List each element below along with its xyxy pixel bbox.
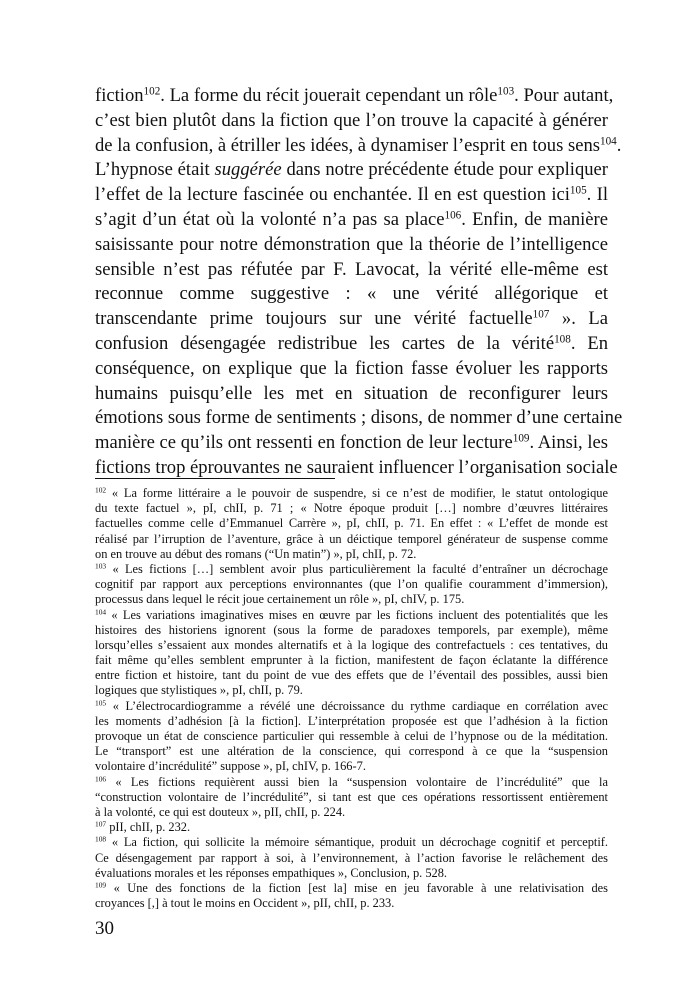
body-line: [95, 431, 608, 456]
text-segment: conséquence, on explique que la fiction fasse évoluer les rapports: [95, 357, 608, 379]
footnote-ref: 105: [569, 184, 587, 197]
footnote-line: [95, 592, 608, 607]
text-segment: à la volonté, ce qui est douteux », pII, chII, p. 224.: [95, 804, 346, 819]
footnote-line: [95, 501, 608, 516]
text-segment: . Ainsi, les: [529, 432, 608, 454]
text-segment: « Une des fonctions de la fiction [est la] mise en jeu favorable à une relativisation des: [106, 880, 608, 895]
footnote-line: [95, 775, 608, 790]
text-segment: humains puisqu’elle les met en situation de reconfigurer leurs: [95, 382, 608, 404]
footnote-line: [95, 486, 608, 501]
text-segment: histoires des historiens ignorent (sous la forme de paradoxes temporels, par exemple), même: [95, 622, 608, 637]
page-number: 30: [95, 918, 114, 939]
footnote-ref: 106: [95, 774, 107, 784]
text-segment: émotions sous forme de sentiments ; disons, de nommer d’une certaine: [95, 407, 623, 429]
text-segment: entre fiction et histoire, tant du point de vue des effets que de l’éventail des possibles, aussi bien: [95, 668, 608, 683]
body-line: [95, 357, 608, 382]
footnote-ref: 106: [444, 209, 462, 222]
footnote-line: [95, 881, 608, 896]
text-segment: transcendante prime toujours sur une vérité factuelle: [95, 308, 533, 330]
text-segment: « Les variations imaginatives mises en œuvre par les fictions incluent des potentialités que les: [106, 607, 608, 622]
text-segment: « La fiction, qui sollicite la mémoire sémantique, produit un décrochage cognitif et perceptif.: [106, 835, 608, 850]
text-segment: “construction volontaire de l’incrédulité”, si tant est que ces opérations ressortissent entièrement: [95, 789, 608, 804]
footnote-ref: 104: [95, 607, 107, 617]
footnote-line: [95, 714, 608, 729]
footnote-ref: 102: [143, 85, 161, 98]
footnote-ref: 107: [532, 308, 550, 321]
footnote-line: [95, 577, 608, 592]
text-segment: provoque un état de conscience particulier qui ressemble à celui de l’hypnose ou de la méditation.: [95, 729, 608, 743]
text-segment: pII, chII, p. 232.: [106, 820, 191, 835]
text-segment: « La forme littéraire a le pouvoir de suspendre, si ce n’est de modifier, le statut ontologique: [106, 486, 608, 500]
text-segment: cognitif par rapport aux perceptions environnantes (que l’on qualifie couramment d’immersion),: [95, 577, 608, 592]
body-line: [95, 258, 608, 283]
body-line: [95, 307, 608, 332]
text-segment: sensible n’est pas réfutée par F. Lavocat, la vérité elle-même est: [95, 258, 608, 280]
footnote-line: [95, 851, 608, 866]
footnote-line: [95, 653, 608, 668]
text-segment: évaluations morales et les réponses empathiques », Conclusion, p. 528.: [95, 865, 448, 880]
text-segment: .: [616, 134, 622, 156]
footnote-line: [95, 516, 608, 531]
body-line: [95, 332, 608, 357]
footnote-line: [95, 759, 608, 774]
text-segment: factuelles comme celle d’Emmanuel Carrère », pI, chII, p. 71. En effet : « L’effet de monde est: [95, 516, 608, 531]
footnote-line: [95, 790, 608, 805]
footnote-ref: 109: [512, 432, 530, 445]
footnotes: [95, 486, 608, 911]
text-segment: . Pour autant,: [514, 85, 614, 106]
footnote-ref: 107: [95, 819, 107, 829]
text-segment: saisissante pour notre démonstration que la théorie de l’intelligence: [95, 233, 608, 255]
text-segment: « Les fictions […] semblent avoir plus particulièrement la faculté d’entraîner un décrochage: [106, 561, 608, 576]
body-line: [95, 183, 608, 208]
footnote-separator: [95, 478, 335, 479]
text-segment: ». La: [549, 308, 608, 330]
text-segment: fiction: [95, 85, 144, 106]
footnote-line: [95, 699, 608, 714]
text-segment: . Enfin, de manière: [461, 208, 608, 230]
text-segment: réalisé par l’irruption de l’aventure, grâce à un déictique temporel générateur de suspense comme: [95, 531, 608, 546]
text-segment: processus dans lequel le récit joue certainement un rôle », pI, chIV, p. 175.: [95, 592, 465, 607]
text-segment: « L’électrocardiogramme a révélé une décroissance du rythme cardiaque en corrélation avec: [106, 698, 608, 713]
footnote-ref: 103: [95, 561, 107, 571]
text-segment: les moments d’adhésion [à la fiction]. L’interprétation proposée est que l’adhésion à la fiction: [95, 713, 608, 728]
footnote-ref: 103: [497, 85, 515, 98]
body-line: [95, 109, 608, 134]
text-segment: manière ce qu’ils ont ressenti en fonction de leur lecture: [95, 432, 513, 454]
text-segment: dans notre précédente étude pour expliquer: [281, 159, 608, 181]
footnote-line: [95, 820, 608, 835]
footnote-ref: 102: [95, 485, 107, 495]
body-line: [95, 158, 608, 183]
text-segment: fictions trop éprouvantes ne sauraient influencer l’organisation sociale: [95, 456, 618, 478]
text-segment: de la confusion, à étriller les idées, à dynamiser l’esprit en tous sens: [95, 134, 600, 156]
footnote-ref: 108: [95, 834, 107, 844]
text-segment: du texte factuel », pI, chII, p. 71 ; « Notre époque produit […] nombre d’œuvres littéraires: [95, 501, 608, 516]
footnote-line: [95, 866, 608, 881]
text-segment: fait même qu’elles semblent emprunter à la fiction, manifestent de façon éclatante la différence: [95, 653, 608, 668]
body-line: [95, 208, 608, 233]
body-line: [95, 134, 622, 159]
footnote-line: [95, 896, 608, 911]
text-segment: Ce désengagement par rapport à soi, à l’environnement, à l’action favorise le relâchement des: [95, 850, 608, 865]
text-segment: volontaire d’incrédulité” suppose », pI, chIV, p. 166-7.: [95, 759, 366, 774]
footnote-ref: 108: [554, 333, 571, 346]
italic-text: suggérée: [214, 159, 282, 181]
footnote-line: [95, 835, 608, 850]
footnote-line: [95, 668, 608, 683]
text-segment: croyances [,] à tout le moins en Occident », pII, chII, p. 233.: [95, 896, 395, 911]
text-segment: « Les fictions requièrent aussi bien la “suspension volontaire de l’incrédulité” que la: [106, 774, 608, 789]
text-segment: s’agit d’un état où la volonté n’a pas sa place: [95, 208, 445, 230]
footnote-line: [95, 547, 608, 562]
text-segment: on en trouve au début des romans (“Un matin”) », pI, chII, p. 72.: [95, 546, 417, 561]
footnote-line: [95, 532, 608, 547]
footnote-line: [95, 608, 608, 623]
footnote-line: [95, 805, 608, 820]
footnote-line: [95, 638, 608, 653]
footnote-ref: 105: [95, 698, 107, 708]
footnote-line: [95, 623, 608, 638]
text-segment: . En: [570, 332, 609, 354]
body-text: [95, 84, 623, 481]
text-segment: logiques que stylistiques », pI, chII, p. 79.: [95, 683, 303, 698]
text-segment: L’hypnose était: [95, 159, 215, 181]
text-segment: confusion désengagée redistribue les cartes de la vérité: [95, 332, 555, 354]
footnote-ref: 109: [95, 880, 107, 890]
footnote-ref: 104: [599, 134, 617, 147]
body-line: [95, 233, 608, 258]
text-segment: l’effet de la lecture fascinée ou enchantée. Il en est question ici: [95, 184, 570, 206]
body-line: [95, 382, 608, 407]
text-segment: . La forme du récit jouerait cependant un rôle: [160, 85, 498, 106]
text-segment: reconnue comme suggestive : « une vérité allégorique et: [95, 283, 608, 305]
body-line: [95, 282, 608, 307]
footnote-line: [95, 683, 608, 698]
footnote-line: [95, 744, 608, 759]
text-segment: Le “transport” est une altération de la conscience, qui correspond à ce que la “suspension: [95, 744, 608, 759]
text-segment: lorsqu’elles s’essaient aux mondes alternatifs et à la logique des contrefactuels : ces tentatives, du: [95, 637, 608, 652]
text-segment: . Il: [586, 184, 608, 206]
footnote-line: [95, 562, 608, 577]
body-line: [95, 84, 614, 109]
footnote-line: [95, 729, 608, 744]
body-line: [95, 406, 623, 431]
text-segment: c’est bien plutôt dans la fiction que l’on trouve la capacité à générer: [95, 109, 608, 131]
